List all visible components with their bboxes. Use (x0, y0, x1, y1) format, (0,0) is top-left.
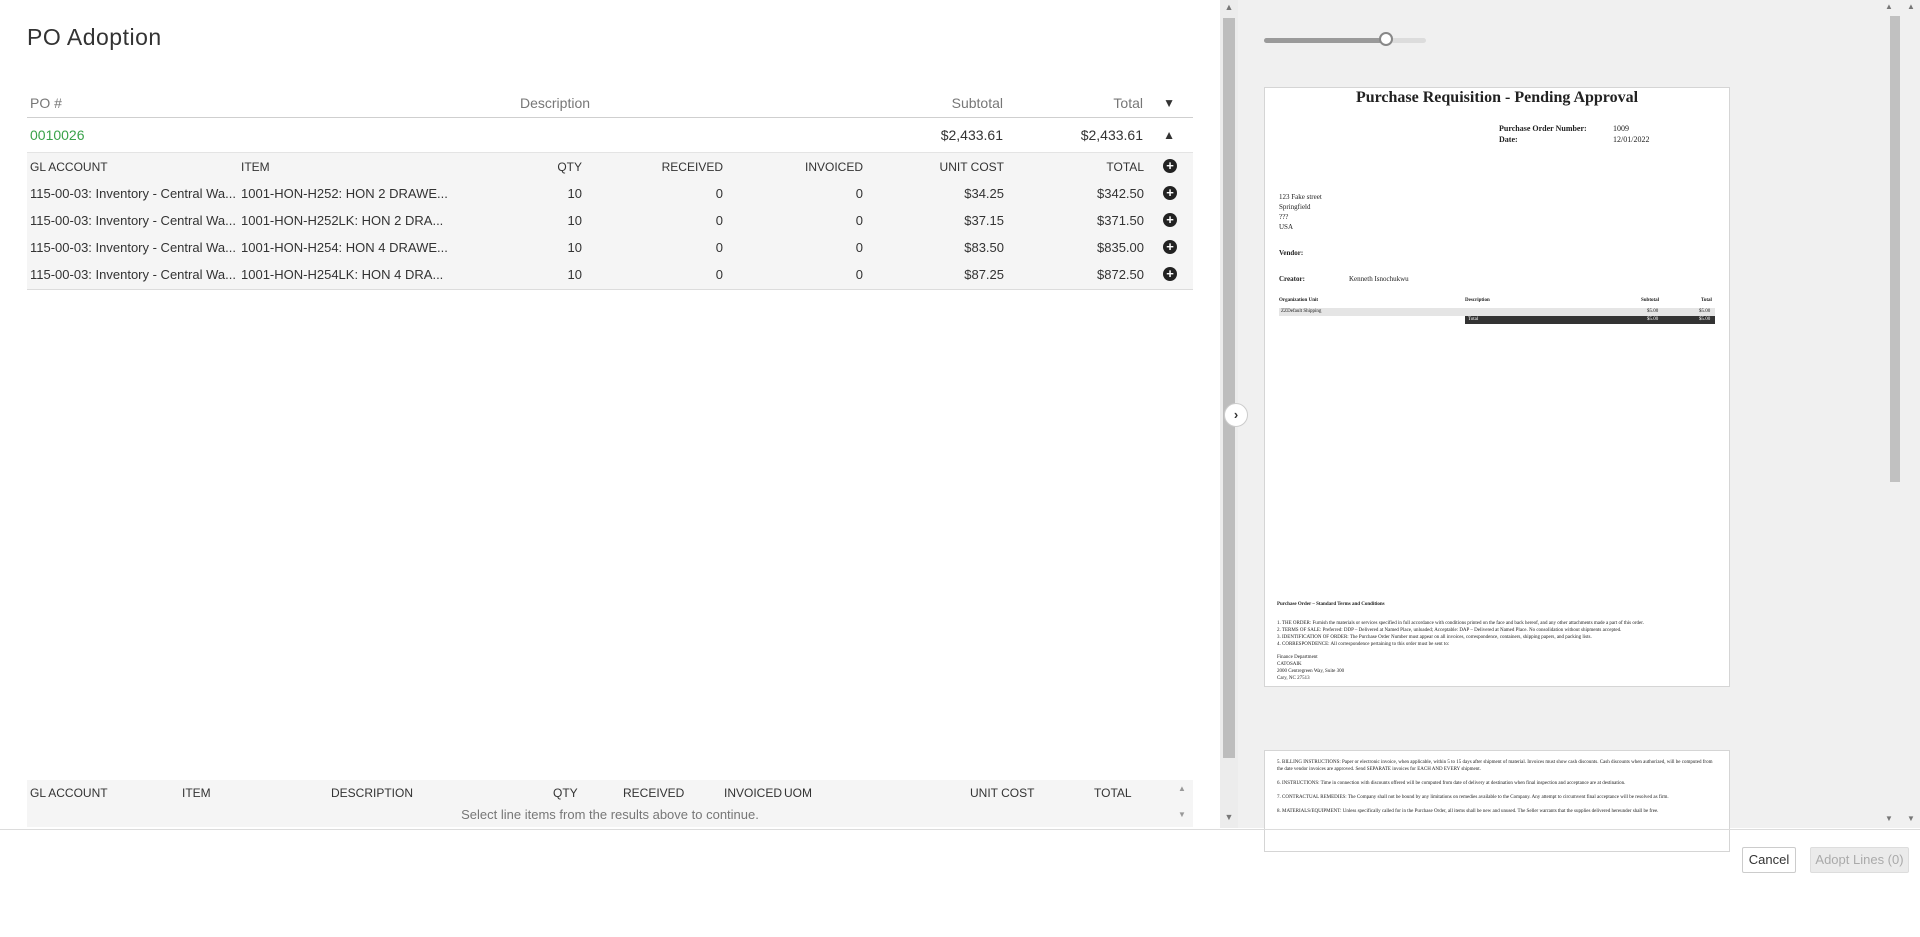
line-item-row[interactable] (27, 180, 1193, 207)
add-line-plus-icon[interactable]: + (1163, 213, 1177, 227)
doc-finance-line3: 2000 Centregreen Way, Suite 300 (1277, 669, 1345, 674)
po-row[interactable] (27, 119, 1193, 153)
line-item-row[interactable] (27, 234, 1193, 261)
doc-creator-label: Creator: (1279, 275, 1305, 283)
line-invoiced: 0 (855, 240, 863, 255)
doc-po-number-label: Purchase Order Number: (1499, 124, 1587, 133)
doc-terms-line: 2. TERMS OF SALE: Preferred: DDP – Delivered at Named Place, unloaded; Acceptable: DAP – Delivered at Named Place. No consolidation without shipments accepted. (1277, 628, 1622, 633)
total-column-header: Total (1113, 95, 1143, 111)
item-column-header: ITEM (241, 160, 270, 174)
cancel-button[interactable]: Cancel (1742, 847, 1796, 873)
doc-date-label: Date: (1499, 135, 1518, 144)
line-item: 1001-HON-H254LK: HON 4 DRA... (241, 267, 444, 282)
line-unit-cost: $87.25 (964, 267, 1004, 282)
selected-lines-scrollbar[interactable] (1171, 780, 1193, 827)
doc-page2-terms-line: 8. MATERIALS/EQUIPMENT: Unless specifically called for in the Purchase Order, all items shall be new and unused. The Seller warrants that the supplies delivered hereunder shall be free. (1277, 809, 1659, 814)
doc-po-number-value: 1009 (1613, 124, 1629, 133)
scroll-down-arrow-icon[interactable]: ▼ (1178, 810, 1186, 819)
line-total: $872.50 (1097, 267, 1144, 282)
unit-cost-column-header: UNIT COST (939, 160, 1004, 174)
doc-finance-line4: Cary, NC 27513 (1277, 676, 1310, 681)
line-qty: 10 (567, 186, 582, 201)
sel-description-header: DESCRIPTION (331, 786, 414, 800)
zoom-slider-handle[interactable] (1379, 32, 1393, 46)
qty-column-header: QTY (557, 160, 582, 174)
line-received: 0 (715, 186, 723, 201)
doc-address-line2: Springfield (1279, 203, 1311, 211)
add-line-plus-icon[interactable]: + (1163, 240, 1177, 254)
doc-total-total: $5.00 (1699, 317, 1711, 322)
po-line-items (27, 153, 1193, 290)
line-qty: 10 (567, 213, 582, 228)
outer-scroll-up-arrow-icon[interactable]: ▲ (1907, 2, 1915, 11)
selected-lines-table (27, 780, 1193, 827)
doc-total-subtotal: $5.00 (1647, 317, 1659, 322)
expand-all-chevron-icon[interactable]: ▼ (1163, 96, 1175, 110)
line-item-row[interactable] (27, 207, 1193, 234)
preview-scrollbar-thumb[interactable] (1890, 16, 1900, 482)
line-total: $835.00 (1097, 240, 1144, 255)
doc-total-label: Total (1468, 317, 1479, 322)
received-column-header: RECEIVED (661, 160, 723, 174)
doc-total-row (1465, 316, 1715, 324)
total-column-header: TOTAL (1106, 160, 1144, 174)
line-qty: 10 (567, 267, 582, 282)
sel-item-header: ITEM (182, 786, 211, 800)
collapse-preview-chevron-right-icon[interactable]: › (1224, 403, 1248, 427)
doc-date-value: 12/01/2022 (1613, 135, 1650, 144)
invoiced-column-header: INVOICED (804, 160, 863, 174)
collapse-chevron-up-icon[interactable]: ▲ (1163, 128, 1175, 142)
doc-page2-terms-line: 5. BILLING INSTRUCTIONS: Paper or electronic invoice, when applicable, within 5 to 15 days after shipment of material. Invoices must show cash discounts. Cash discounts when authorized, will be computed from the date vendor invoices are approved. Send SEPARATE invoices for EACH AND EVERY shipment. (1277, 760, 1713, 772)
sel-invoiced-header: INVOICED (724, 786, 783, 800)
doc-terms-line: 1. THE ORDER: Furnish the materials or services specified in full accordance with conditions printed on the face and back hereof, and any other attachments made a part of this order. (1277, 621, 1644, 626)
line-total: $342.50 (1097, 186, 1144, 201)
line-item: 1001-HON-H254: HON 4 DRAWE... (241, 240, 448, 255)
line-qty: 10 (567, 240, 582, 255)
line-gl-account: 115-00-03: Inventory - Central Wa... (30, 240, 236, 255)
line-received: 0 (715, 240, 723, 255)
doc-row-total: $5.00 (1699, 309, 1711, 314)
line-invoiced: 0 (855, 213, 863, 228)
line-item: 1001-HON-H252: HON 2 DRAWE... (241, 186, 448, 201)
document-page-2 (1264, 750, 1730, 852)
line-invoiced: 0 (855, 267, 863, 282)
outer-scroll-down-arrow-icon[interactable]: ▼ (1907, 814, 1915, 823)
doc-finance-line1: Finance Department (1277, 655, 1318, 660)
doc-address-line1: 123 Fake street (1279, 193, 1322, 201)
doc-terms-line: 4. CORRESPONDENCE: All correspondence pertaining to this order must be sent to: (1277, 642, 1450, 647)
doc-row-org-unit: ZZDefault Shipping (1281, 309, 1322, 314)
line-unit-cost: $37.15 (964, 213, 1004, 228)
sel-qty-header: QTY (553, 786, 578, 800)
line-item: 1001-HON-H252LK: HON 2 DRA... (241, 213, 444, 228)
doc-creator-value: Kenneth Isnochukwu (1349, 275, 1409, 283)
line-received: 0 (715, 267, 723, 282)
doc-table-row (1279, 308, 1715, 316)
preview-scroll-up-arrow-icon[interactable]: ▲ (1885, 2, 1893, 11)
page-title: PO Adoption (27, 24, 162, 50)
footer-divider (0, 829, 1920, 830)
line-gl-account: 115-00-03: Inventory - Central Wa... (30, 213, 236, 228)
sel-gl-account-header: GL ACCOUNT (30, 786, 108, 800)
description-column-header: Description (520, 95, 591, 111)
scrollbar-thumb[interactable] (1223, 18, 1235, 758)
doc-subtotal-header: Subtotal (1641, 298, 1660, 303)
sel-total-header: TOTAL (1094, 786, 1132, 800)
po-total: $2,433.61 (1080, 127, 1143, 143)
preview-scroll-down-arrow-icon[interactable]: ▼ (1885, 814, 1893, 823)
line-total: $371.50 (1097, 213, 1144, 228)
doc-row-subtotal: $5.00 (1647, 309, 1659, 314)
add-all-lines-plus-icon[interactable]: + (1163, 159, 1177, 173)
doc-description-header: Description (1465, 298, 1490, 303)
doc-page2-terms-line: 7. CONTRACTUAL REMEDIES: The Company shall not be bound by any limitations on remedies available to the Company. Any attempt to circumvent final acceptance will be resolved as firm. (1277, 795, 1669, 800)
sel-unit-cost-header: UNIT COST (970, 786, 1035, 800)
document-page-1 (1264, 87, 1730, 687)
scroll-up-arrow-icon[interactable]: ▲ (1224, 2, 1234, 12)
po-subtotal: $2,433.61 (940, 127, 1003, 143)
doc-title: Purchase Requisition - Pending Approval (1355, 89, 1639, 106)
scroll-down-arrow-icon[interactable]: ▼ (1224, 812, 1234, 822)
line-item-row[interactable] (27, 261, 1193, 288)
doc-address-line4: USA (1279, 223, 1294, 231)
add-line-plus-icon[interactable]: + (1163, 267, 1177, 281)
doc-page2-terms-line: 6. INSTRUCTIONS: Time in connection with discounts offered will be computed from date of delivery at destination when final inspection and acceptance are at destination. (1277, 781, 1626, 786)
line-unit-cost: $83.50 (964, 240, 1004, 255)
line-gl-account: 115-00-03: Inventory - Central Wa... (30, 267, 236, 282)
zoom-slider-fill (1264, 38, 1386, 43)
add-line-plus-icon[interactable]: + (1163, 186, 1177, 200)
doc-org-unit-header: Organization Unit (1279, 298, 1319, 303)
empty-selection-message: Select line items from the results above to continue. (461, 807, 759, 822)
doc-total-header: Total (1701, 298, 1712, 303)
line-unit-cost: $34.25 (964, 186, 1004, 201)
po-table-header (27, 93, 1193, 118)
po-number-column-header: PO # (30, 95, 62, 111)
doc-terms-line: 3. IDENTIFICATION OF ORDER: The Purchase Order Number must appear on all invoices, correspondence, containers, shipping papers, and packing lists. (1277, 635, 1592, 640)
doc-terms-title: Purchase Order – Standard Terms and Conditions (1277, 602, 1385, 607)
doc-vendor-label: Vendor: (1279, 249, 1304, 257)
line-invoiced: 0 (855, 186, 863, 201)
line-received: 0 (715, 213, 723, 228)
gl-account-column-header: GL ACCOUNT (30, 160, 108, 174)
scroll-up-arrow-icon[interactable]: ▲ (1178, 784, 1186, 793)
sel-received-header: RECEIVED (623, 786, 685, 800)
po-number-link[interactable]: 0010026 (30, 127, 85, 143)
line-gl-account: 115-00-03: Inventory - Central Wa... (30, 186, 236, 201)
subtotal-column-header: Subtotal (951, 95, 1003, 111)
adopt-lines-button[interactable]: Adopt Lines (0) (1810, 847, 1909, 873)
sel-uom-header: UOM (784, 786, 812, 800)
line-items-header (27, 153, 1193, 180)
doc-address-line3: ??? (1279, 213, 1289, 221)
doc-finance-line2: CATOSAIK (1277, 662, 1302, 667)
